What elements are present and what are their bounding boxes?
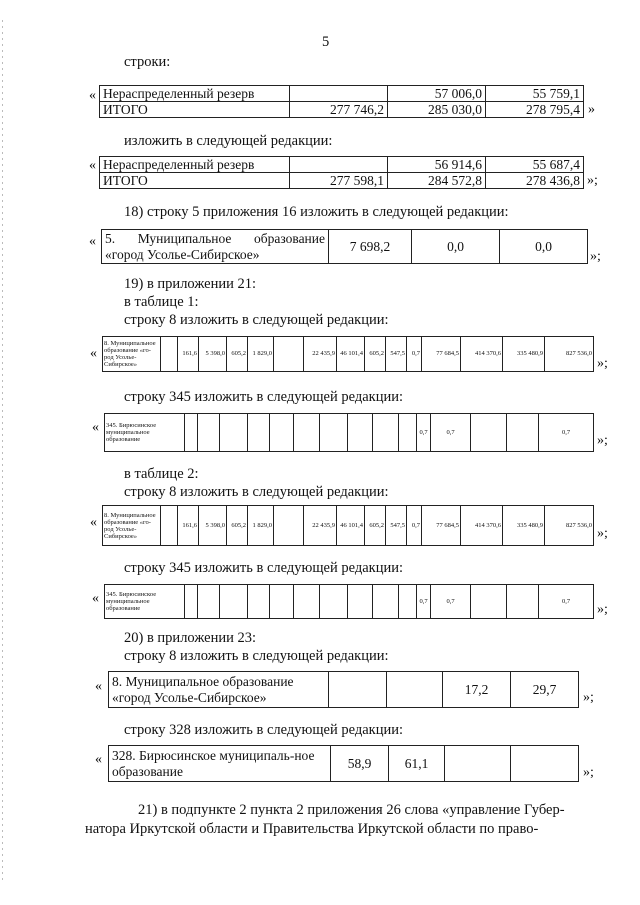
scan-edge-artifact (2, 20, 3, 880)
close-quote: »; (590, 249, 601, 264)
text-line: строки: (124, 54, 171, 70)
close-quote: »; (583, 690, 594, 705)
table-row: 345. Бирюсинское муниципальное образование 0,7 0,7 0,7 (105, 414, 594, 452)
old-reserve-table (99, 85, 584, 118)
text-line: изложить в следующей редакции: (124, 133, 333, 149)
appendix-23-row-8 (108, 671, 579, 708)
open-quote: « (95, 679, 102, 694)
close-quote: »; (597, 433, 608, 448)
close-quote: »; (587, 173, 598, 188)
table-row: 5. Муниципальное образование «город Усолье-Сибирское» 7 698,2 0,0 0,0 (102, 230, 588, 264)
table-row: ИТОГО 277 598,1 284 572,8 278 436,8 (100, 173, 584, 189)
table-row: 8. Муниципальное образование «го-род Усолье-Сибирское» 161,6 5 398,0 605,2 1 829,0 22 435,9 46 101,4 605,2 547,5 0,7 77 684,5 414 370,6 335 480,9 827 536,0 (103, 506, 594, 546)
text-line: в таблице 2: (124, 466, 199, 482)
table-row: Нераспределенный резерв 57 006,0 55 759,1 (100, 86, 584, 102)
table-row: 345. Бирюсинское муниципальное образование 0,7 0,7 0,7 (105, 585, 594, 619)
text-line: в таблице 1: (124, 294, 199, 310)
close-quote: »; (597, 356, 608, 371)
open-quote: « (89, 88, 96, 103)
text-line: строку 8 изложить в следующей редакции: (124, 484, 389, 500)
text-line: строку 345 изложить в следующей редакции: (124, 560, 403, 576)
open-quote: « (92, 420, 99, 435)
open-quote: « (90, 346, 97, 361)
text-line: строку 8 изложить в следующей редакции: (124, 312, 389, 328)
open-quote: « (92, 591, 99, 606)
table-row: ИТОГО 277 746,2 285 030,0 278 795,4 (100, 102, 584, 118)
text-line: 18) строку 5 приложения 16 изложить в следующей редакции: (124, 204, 509, 220)
text-line: 19) в приложении 21: (124, 276, 257, 292)
table-row: 328. Бирюсинское муниципаль-ное образование 58,9 61,1 (109, 746, 579, 782)
text-line: 20) в приложении 23: (124, 630, 257, 646)
text-line: 21) в подпункте 2 пункта 2 приложения 26 слова «управление Губер- (138, 802, 565, 818)
text-line: строку 328 изложить в следующей редакции: (124, 722, 403, 738)
close-quote: » (588, 102, 595, 117)
close-quote: »; (597, 526, 608, 541)
text-line: строку 345 изложить в следующей редакции: (124, 389, 403, 405)
appendix-21-table-2-row-8 (102, 505, 594, 546)
new-reserve-table (99, 156, 584, 189)
close-quote: »; (583, 765, 594, 780)
open-quote: « (90, 515, 97, 530)
appendix-16-table (101, 229, 588, 264)
appendix-23-row-328 (108, 745, 579, 782)
appendix-21-table-1-row-345 (104, 413, 594, 452)
table-row: 8. Муниципальное образование «город Усолье-Сибирское» 17,2 29,7 (109, 672, 579, 708)
open-quote: « (89, 158, 96, 173)
open-quote: « (95, 752, 102, 767)
table-row: 8. Муниципальное образование «го-род Усолье-Сибирское» 161,6 5 398,0 605,2 1 829,0 22 435,9 46 101,4 605,2 547,5 0,7 77 684,5 414 370,6 335 480,9 827 536,0 (103, 337, 594, 372)
close-quote: »; (597, 602, 608, 617)
open-quote: « (89, 234, 96, 249)
page-number: 5 (322, 34, 330, 50)
text-line: натора Иркутской области и Правительства Иркутской области по право- (85, 821, 539, 837)
table-row: Нераспределенный резерв 56 914,6 55 687,4 (100, 157, 584, 173)
appendix-21-table-2-row-345 (104, 584, 594, 619)
text-line: строку 8 изложить в следующей редакции: (124, 648, 389, 664)
appendix-21-table-1-row-8 (102, 336, 594, 372)
